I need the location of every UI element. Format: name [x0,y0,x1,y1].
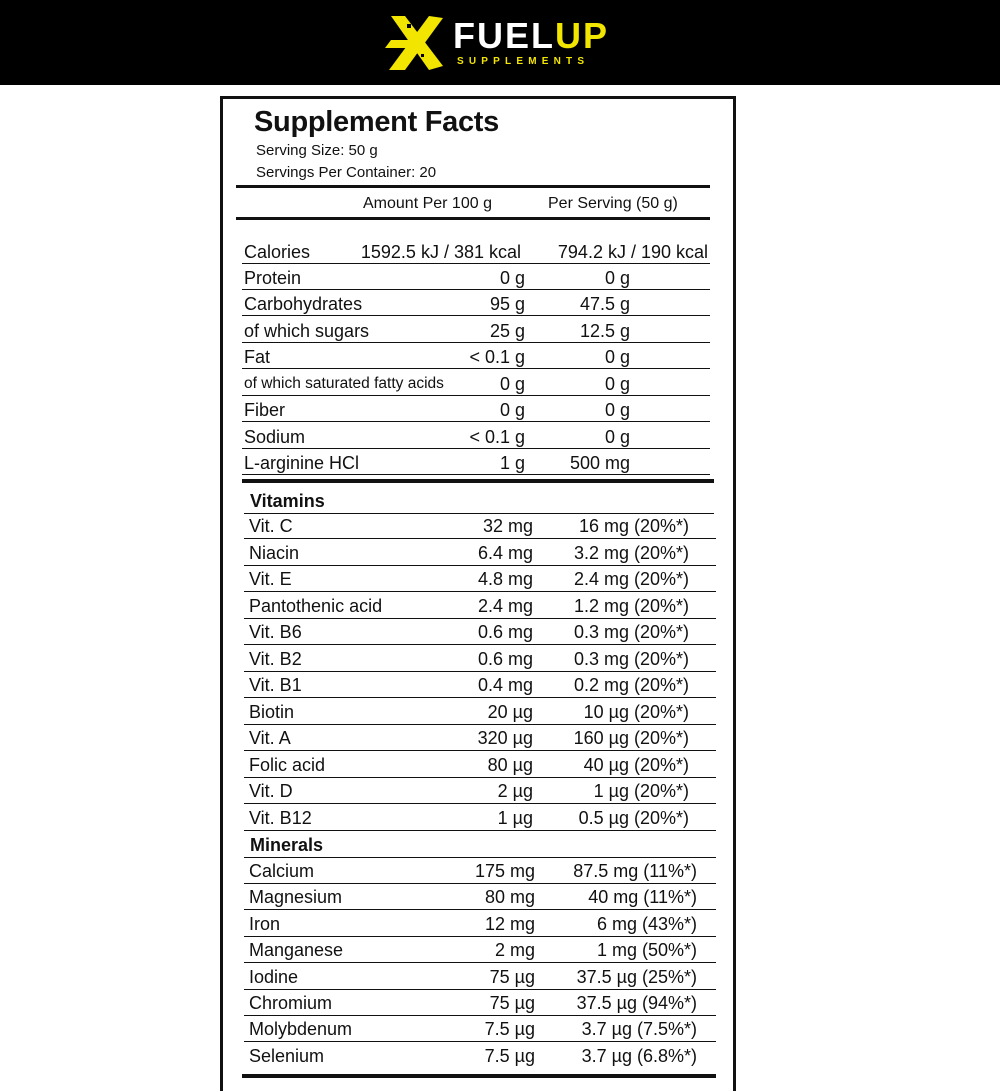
nutrient-name: Pantothenic acid [249,595,383,616]
row-divider [242,474,710,475]
row-divider [244,857,716,858]
amount-per-serving: 1.2 mg (20%*) [573,595,689,616]
amount-per-100g: 1 g [499,453,525,473]
row-divider [244,803,716,804]
amount-per-100g: 75 µg [489,993,535,1013]
amount-per-100g: 7.5 µg [484,1019,535,1040]
nutrient-name: Manganese [249,940,344,961]
amount-per-100g: 95 g [489,294,525,314]
nutrition-row [244,345,710,369]
row-divider [244,565,716,566]
nutrition-row [244,398,710,422]
amount-per-100g: 2 mg [494,940,535,961]
nutrient-name: Iodine [249,966,299,987]
vitamin-row [249,700,715,724]
amount-per-100g: 320 µg [477,728,533,748]
nutrition-row [244,240,710,264]
amount-per-serving: 0.3 mg (20%*) [573,622,689,642]
nutrient-name: Vit. B1 [249,675,302,695]
row-divider [244,618,716,619]
row-divider [242,342,710,343]
vitamin-row [249,726,715,750]
amount-per-100g: 2 µg [497,781,533,801]
nutrition-row [244,292,710,316]
amount-per-100g: 175 mg [474,861,535,881]
nutrient-name: Vit. D [249,781,293,801]
amount-per-100g: 32 mg [482,516,533,536]
nutrient-name: Selenium [249,1045,325,1066]
amount-per-serving: 47.5 g [579,294,630,314]
amount-per-100g: 12 mg [484,913,535,934]
nutrient-name: Molybdenum [249,1019,353,1040]
nutrition-row [244,266,710,290]
row-divider [244,538,716,539]
amount-per-serving: 0 g [604,268,630,288]
mineral-row [249,885,715,909]
nutrient-name: Vit. B2 [249,648,302,669]
divider-header [236,217,710,220]
nutrient-name: Niacin [249,542,300,563]
vitamin-row [249,567,715,591]
nutrient-name: Chromium [249,993,333,1013]
nutrient-name: of which saturated fatty acids [244,375,444,392]
divider-vitamins [242,479,714,483]
row-divider [244,883,716,884]
nutrient-name: Vit. C [249,516,293,536]
mineral-row [249,1044,715,1068]
section-title-minerals: Minerals [250,835,324,855]
serving-size: Serving Size: 50 g [256,142,378,159]
amount-per-100g: 0 g [499,268,525,288]
amount-per-serving: 3.7 µg (6.8%*) [581,1045,697,1066]
amount-per-serving: 1 µg (20%*) [593,781,689,801]
amount-per-serving: 0.5 µg (20%*) [578,807,689,828]
amount-per-100g: < 0.1 g [469,347,525,367]
amount-per-serving: 0.3 mg (20%*) [573,648,689,669]
nutrient-name: Fiber [244,400,286,420]
row-divider [244,644,716,645]
amount-per-100g: 0.4 mg [477,675,533,695]
nutrition-row [244,425,710,449]
nutrient-name: Magnesium [249,887,343,908]
nutrient-name: Iron [249,913,281,934]
row-divider [244,1015,716,1016]
amount-per-serving: 6 mg (43%*) [596,913,697,934]
row-divider [242,395,710,396]
amount-per-100g: 80 mg [484,887,535,908]
amount-per-serving: 0.2 mg (20%*) [573,675,689,695]
vitamin-row [249,806,715,830]
vitamin-row [249,514,715,538]
row-divider [242,289,710,290]
amount-per-serving: 794.2 kJ / 190 kcal [557,242,708,262]
row-divider [244,777,716,778]
amount-per-100g: 1 µg [497,807,533,828]
amount-per-serving: 2.4 mg (20%*) [573,569,689,589]
divider-top [236,185,710,188]
mineral-row [249,938,715,962]
amount-per-100g: 6.4 mg [477,542,533,563]
column-header-per-serving: Per Serving (50 g) [548,195,678,212]
amount-per-serving: 40 µg (20%*) [583,754,689,775]
amount-per-serving: 1 mg (50%*) [596,940,697,961]
row-divider [244,962,716,963]
nutrient-name: Folic acid [249,754,326,775]
amount-per-serving: 0 g [604,400,630,420]
row-divider [242,263,710,264]
row-divider [244,909,716,910]
amount-per-100g: 2.4 mg [477,595,533,616]
mineral-row [249,991,715,1015]
mineral-row [249,912,715,936]
mineral-row [249,1017,715,1041]
vitamin-row [249,620,715,644]
brand-name: FUELUP [453,15,610,56]
amount-per-100g: 0.6 mg [477,648,533,669]
brand-tagline: SUPPLEMENTS [457,56,590,67]
nutrient-name: Protein [244,268,302,288]
amount-per-100g: < 0.1 g [469,427,525,447]
amount-per-serving: 500 mg [569,453,630,473]
row-divider [244,697,716,698]
nutrient-name: Vit. B6 [249,622,302,642]
amount-per-100g: 0 g [499,374,525,394]
amount-per-100g: 4.8 mg [477,569,533,589]
amount-per-serving: 0 g [604,347,630,367]
row-divider [244,724,716,725]
vitamin-row [249,594,715,618]
nutrient-name: Fat [244,347,271,367]
nutrition-row [244,451,710,475]
row-divider [244,989,716,990]
amount-per-serving: 12.5 g [579,321,630,341]
nutrient-name: Sodium [244,427,306,447]
amount-per-serving: 0 g [604,427,630,447]
amount-per-serving: 40 mg (11%*) [588,887,697,908]
brand-logo [385,14,625,74]
mineral-row [249,965,715,989]
amount-per-100g: 0.6 mg [477,622,533,642]
row-divider [244,936,716,937]
amount-per-serving: 87.5 mg (11%*) [573,861,697,881]
amount-per-100g: 25 g [489,321,525,341]
row-divider [244,1041,716,1042]
label-title: Supplement Facts [254,106,499,138]
amount-per-serving: 0 g [604,374,630,394]
row-divider [242,421,710,422]
nutrition-row [244,372,710,396]
row-divider [244,830,716,831]
row-divider [242,368,710,369]
vitamin-row [249,779,715,803]
nutrient-name: Calcium [249,861,315,881]
vitamin-row [249,541,715,565]
nutrition-row [244,319,710,343]
amount-per-serving: 37.5 µg (94%*) [576,993,697,1013]
row-divider [244,750,716,751]
vitamin-row [249,753,715,777]
amount-per-100g: 75 µg [489,966,535,987]
nutrient-name: Carbohydrates [244,294,363,314]
amount-per-serving: 160 µg (20%*) [573,728,689,748]
amount-per-serving: 16 mg (20%*) [578,516,689,536]
nutrient-name: Calories [244,242,311,262]
row-divider [242,315,710,316]
vitamin-row [249,673,715,697]
amount-per-serving: 10 µg (20%*) [583,701,689,722]
nutrient-name: Vit. E [249,569,292,589]
amount-per-serving: 37.5 µg (25%*) [576,966,697,987]
servings-per-container: Servings Per Container: 20 [256,164,437,181]
amount-per-serving: 3.7 µg (7.5%*) [581,1019,697,1040]
vitamin-row [249,647,715,671]
row-divider [242,448,710,449]
nutrient-name: Vit. B12 [249,807,312,828]
nutrient-name: Vit. A [249,728,291,748]
amount-per-100g: 0 g [499,400,525,420]
amount-per-100g: 7.5 µg [484,1045,535,1066]
section-title-vitamins: Vitamins [250,491,325,511]
brand-header [0,0,1000,85]
nutrient-name: L-arginine HCl [244,453,360,473]
amount-per-100g: 80 µg [487,754,533,775]
mineral-row [249,859,715,883]
column-header-per-100g: Amount Per 100 g [363,195,492,212]
divider-bottom [242,1074,716,1078]
nutrient-name: Biotin [249,701,295,722]
amount-per-serving: 3.2 mg (20%*) [573,542,689,563]
amount-per-100g: 1592.5 kJ / 381 kcal [360,242,521,262]
row-divider [244,591,716,592]
row-divider [244,671,716,672]
amount-per-100g: 20 µg [487,701,533,722]
x-mark-icon [385,14,447,72]
nutrient-name: of which sugars [244,321,370,341]
